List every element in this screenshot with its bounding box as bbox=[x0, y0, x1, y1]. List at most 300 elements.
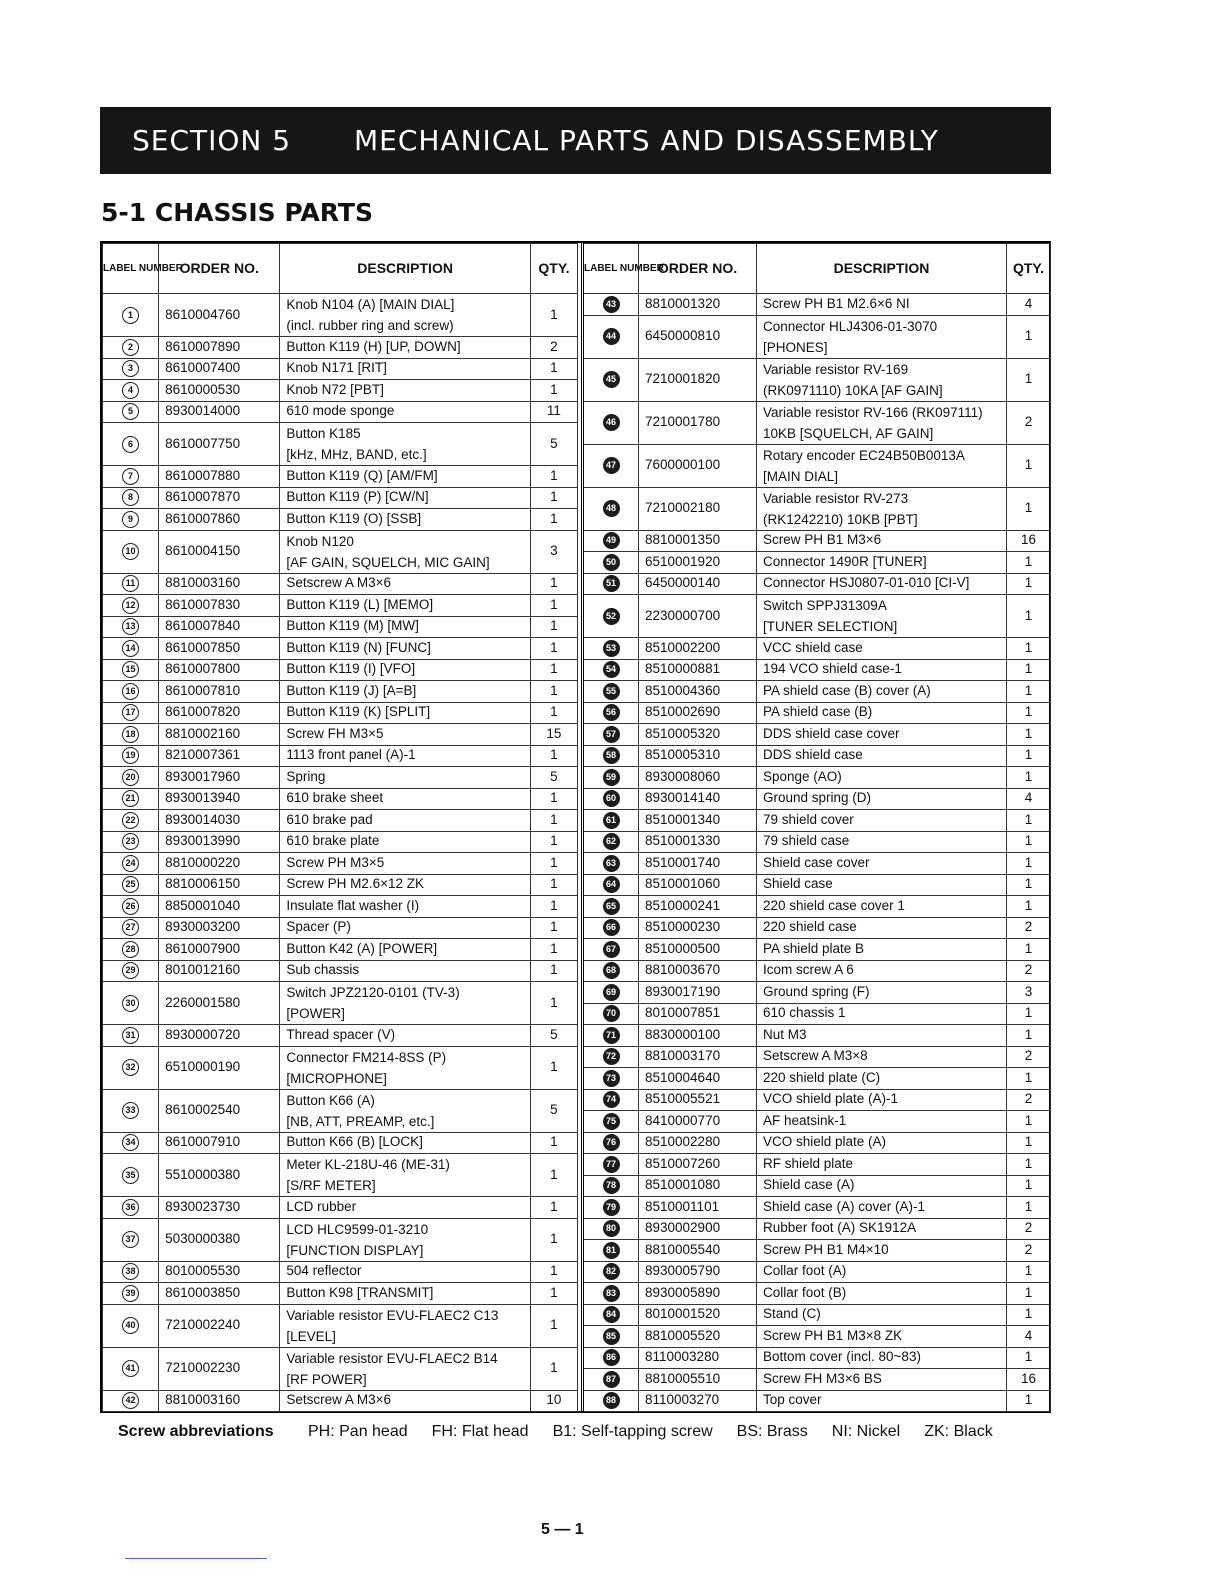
description-cell: Sponge (AO) bbox=[757, 767, 1007, 789]
description-cell: 194 VCO shield case-1 bbox=[757, 659, 1007, 681]
description-cell: Shield case (A) bbox=[757, 1175, 1007, 1197]
order-no-cell: 2260001580 bbox=[159, 982, 280, 1025]
label-number-cell bbox=[103, 1304, 159, 1347]
table-row bbox=[103, 724, 578, 746]
description-line: [NB, ATT, PREAMP, etc.] bbox=[286, 1113, 435, 1129]
table-row bbox=[103, 1261, 578, 1283]
table-row bbox=[103, 1046, 578, 1089]
order-no-cell: 8930023730 bbox=[159, 1197, 280, 1219]
col-description: DESCRIPTION bbox=[280, 244, 531, 294]
description-cell: Screw PH M2.6×12 ZK bbox=[280, 874, 531, 896]
order-no-cell: 8810003160 bbox=[159, 1390, 280, 1412]
label-number-cell bbox=[103, 788, 159, 810]
circled-number: 16 bbox=[122, 683, 139, 700]
description-cell: PA shield plate B bbox=[757, 939, 1007, 961]
order-no-cell: 8510000881 bbox=[639, 659, 757, 681]
qty-cell: 1 bbox=[530, 380, 577, 402]
table-row bbox=[103, 1197, 578, 1219]
circled-number: 45 bbox=[603, 371, 620, 388]
description-cell: DDS shield case bbox=[757, 745, 1007, 767]
table-row bbox=[103, 874, 578, 896]
label-number-cell bbox=[103, 423, 159, 466]
circled-number: 28 bbox=[122, 941, 139, 958]
qty-cell: 4 bbox=[1007, 294, 1051, 316]
description-cell: Screw PH B1 M4×10 bbox=[757, 1240, 1007, 1262]
circled-number: 2 bbox=[122, 339, 139, 356]
label-number-cell bbox=[583, 896, 639, 918]
description-cell: AF heatsink-1 bbox=[757, 1111, 1007, 1133]
qty-cell: 1 bbox=[1007, 1283, 1051, 1305]
qty-cell: 15 bbox=[530, 724, 577, 746]
order-no-cell: 7210002230 bbox=[159, 1347, 280, 1390]
circled-number: 75 bbox=[603, 1113, 620, 1130]
qty-cell: 2 bbox=[530, 337, 577, 359]
qty-cell: 1 bbox=[1007, 1261, 1051, 1283]
description-cell: 504 reflector bbox=[280, 1261, 531, 1283]
qty-cell: 16 bbox=[1007, 530, 1051, 552]
circled-number: 53 bbox=[603, 640, 620, 657]
description-line: Switch JPZ2120-0101 (TV-3) bbox=[286, 985, 460, 1000]
table-row bbox=[583, 487, 1051, 530]
circled-number: 32 bbox=[122, 1059, 139, 1076]
description-cell bbox=[757, 358, 1007, 401]
qty-cell: 1 bbox=[1007, 767, 1051, 789]
table-row bbox=[583, 1326, 1051, 1348]
circled-number: 10 bbox=[122, 543, 139, 560]
description-cell: Setscrew A M3×6 bbox=[280, 1390, 531, 1412]
circled-number: 9 bbox=[122, 511, 139, 528]
table-row bbox=[583, 530, 1051, 552]
order-no-cell: 8810000220 bbox=[159, 853, 280, 875]
circled-number: 31 bbox=[122, 1027, 139, 1044]
circled-number: 74 bbox=[603, 1091, 620, 1108]
abbreviation-item: ZK: Black bbox=[924, 1423, 993, 1440]
description-line: Button K185 bbox=[286, 426, 361, 441]
col-label-number: LABEL NUMBER bbox=[103, 244, 159, 294]
table-row bbox=[103, 745, 578, 767]
label-number-cell bbox=[103, 745, 159, 767]
circled-number: 6 bbox=[122, 436, 139, 453]
order-no-cell: 6450000140 bbox=[639, 573, 757, 595]
circled-number: 55 bbox=[603, 683, 620, 700]
circled-number: 34 bbox=[122, 1134, 139, 1151]
circled-number: 27 bbox=[122, 919, 139, 936]
description-cell: Knob N171 [RIT] bbox=[280, 358, 531, 380]
table-row bbox=[583, 1025, 1051, 1047]
label-number-cell bbox=[583, 1218, 639, 1240]
circled-number: 80 bbox=[603, 1220, 620, 1237]
circled-number: 33 bbox=[122, 1102, 139, 1119]
order-no-cell: 7210002180 bbox=[639, 487, 757, 530]
description-cell: Button K98 [TRANSMIT] bbox=[280, 1283, 531, 1305]
table-row bbox=[103, 423, 578, 466]
order-no-cell: 8510001080 bbox=[639, 1175, 757, 1197]
circled-number: 21 bbox=[122, 790, 139, 807]
order-no-cell: 8930002900 bbox=[639, 1218, 757, 1240]
qty-cell: 1 bbox=[530, 745, 577, 767]
label-number-cell bbox=[583, 702, 639, 724]
label-number-cell bbox=[103, 1089, 159, 1132]
description-line: [POWER] bbox=[286, 1006, 345, 1021]
qty-cell: 1 bbox=[1007, 595, 1051, 638]
description-cell: Collar foot (A) bbox=[757, 1261, 1007, 1283]
label-number-cell bbox=[583, 315, 639, 358]
label-number-cell bbox=[103, 337, 159, 359]
label-number-cell bbox=[103, 1218, 159, 1261]
qty-cell: 1 bbox=[530, 1218, 577, 1261]
description-line: [FUNCTION DISPLAY] bbox=[286, 1242, 424, 1258]
table-row bbox=[583, 401, 1051, 444]
order-no-cell: 8110003280 bbox=[639, 1347, 757, 1369]
table-row bbox=[583, 1175, 1051, 1197]
circled-number: 57 bbox=[603, 726, 620, 743]
circled-number: 7 bbox=[122, 468, 139, 485]
description-cell bbox=[757, 595, 1007, 638]
circled-number: 25 bbox=[122, 876, 139, 893]
circled-number: 59 bbox=[603, 769, 620, 786]
description-cell: Rubber foot (A) SK1912A bbox=[757, 1218, 1007, 1240]
table-row bbox=[103, 1132, 578, 1154]
label-number-cell bbox=[103, 1046, 159, 1089]
qty-cell: 1 bbox=[530, 982, 577, 1025]
circled-number: 52 bbox=[603, 608, 620, 625]
label-number-cell bbox=[103, 831, 159, 853]
order-no-cell: 8930014000 bbox=[159, 401, 280, 423]
order-no-cell: 8610007400 bbox=[159, 358, 280, 380]
order-no-cell: 8510000241 bbox=[639, 896, 757, 918]
table-row bbox=[103, 1218, 578, 1261]
description-cell bbox=[280, 1046, 531, 1089]
description-line: (incl. rubber ring and screw) bbox=[286, 318, 454, 333]
circled-number: 49 bbox=[603, 532, 620, 549]
label-number-cell bbox=[583, 294, 639, 316]
table-row bbox=[103, 1025, 578, 1047]
qty-cell: 1 bbox=[530, 939, 577, 961]
label-number-cell bbox=[583, 1175, 639, 1197]
circled-number: 64 bbox=[603, 876, 620, 893]
circled-number: 70 bbox=[603, 1005, 620, 1022]
table-row bbox=[583, 745, 1051, 767]
table-row bbox=[583, 444, 1051, 487]
order-no-cell: 8610002540 bbox=[159, 1089, 280, 1132]
description-cell: Top cover bbox=[757, 1390, 1007, 1412]
label-number-cell bbox=[583, 853, 639, 875]
description-cell: Stand (C) bbox=[757, 1304, 1007, 1326]
order-no-cell: 8810005540 bbox=[639, 1240, 757, 1262]
label-number-cell bbox=[103, 509, 159, 531]
table-row bbox=[583, 358, 1051, 401]
label-number-cell bbox=[583, 1261, 639, 1283]
order-no-cell: 8610007850 bbox=[159, 638, 280, 660]
label-number-cell bbox=[103, 853, 159, 875]
order-no-cell: 8510004640 bbox=[639, 1068, 757, 1090]
order-no-cell: 8930013940 bbox=[159, 788, 280, 810]
table-row bbox=[103, 530, 578, 573]
label-number-cell bbox=[583, 745, 639, 767]
description-cell: Shield case bbox=[757, 874, 1007, 896]
table-row bbox=[103, 337, 578, 359]
order-no-cell: 8510002200 bbox=[639, 638, 757, 660]
table-row bbox=[583, 1304, 1051, 1326]
description-cell: 220 shield case cover 1 bbox=[757, 896, 1007, 918]
order-no-cell: 5030000380 bbox=[159, 1218, 280, 1261]
qty-cell: 1 bbox=[1007, 1175, 1051, 1197]
qty-cell: 2 bbox=[1007, 1046, 1051, 1068]
qty-cell: 1 bbox=[530, 1132, 577, 1154]
label-number-cell bbox=[583, 1046, 639, 1068]
label-number-cell bbox=[103, 982, 159, 1025]
circled-number: 8 bbox=[122, 489, 139, 506]
circled-number: 38 bbox=[122, 1263, 139, 1280]
description-cell bbox=[757, 401, 1007, 444]
circled-number: 83 bbox=[603, 1285, 620, 1302]
section-title: MECHANICAL PARTS AND DISASSEMBLY bbox=[354, 124, 939, 157]
description-cell: Spring bbox=[280, 767, 531, 789]
label-number-cell bbox=[583, 530, 639, 552]
label-number-cell bbox=[103, 1025, 159, 1047]
table-row bbox=[583, 896, 1051, 918]
order-no-cell: 8930000720 bbox=[159, 1025, 280, 1047]
qty-cell: 1 bbox=[1007, 896, 1051, 918]
circled-number: 87 bbox=[603, 1371, 620, 1388]
label-number-cell bbox=[583, 659, 639, 681]
description-cell: Ground spring (F) bbox=[757, 982, 1007, 1004]
circled-number: 65 bbox=[603, 898, 620, 915]
circled-number: 82 bbox=[603, 1263, 620, 1280]
qty-cell: 5 bbox=[530, 767, 577, 789]
order-no-cell: 8810003170 bbox=[639, 1046, 757, 1068]
order-no-cell: 8610007840 bbox=[159, 616, 280, 638]
col-order-no: ORDER NO. bbox=[639, 244, 757, 294]
description-cell bbox=[280, 1089, 531, 1132]
col-description: DESCRIPTION bbox=[757, 244, 1007, 294]
circled-number: 79 bbox=[603, 1199, 620, 1216]
order-no-cell: 8830000100 bbox=[639, 1025, 757, 1047]
description-cell: Nut M3 bbox=[757, 1025, 1007, 1047]
label-number-cell bbox=[103, 659, 159, 681]
circled-number: 54 bbox=[603, 661, 620, 678]
circled-number: 66 bbox=[603, 919, 620, 936]
description-line: [LEVEL] bbox=[286, 1328, 336, 1344]
table-row bbox=[103, 638, 578, 660]
label-number-cell bbox=[583, 401, 639, 444]
circled-number: 51 bbox=[603, 575, 620, 592]
qty-cell: 1 bbox=[530, 638, 577, 660]
description-cell: Collar foot (B) bbox=[757, 1283, 1007, 1305]
table-row bbox=[583, 1240, 1051, 1262]
circled-number: 29 bbox=[122, 962, 139, 979]
description-cell: Button K119 (N) [FUNC] bbox=[280, 638, 531, 660]
order-no-cell: 8810001320 bbox=[639, 294, 757, 316]
label-number-cell bbox=[583, 788, 639, 810]
description-cell: Button K42 (A) [POWER] bbox=[280, 939, 531, 961]
circled-number: 4 bbox=[122, 382, 139, 399]
circled-number: 24 bbox=[122, 855, 139, 872]
description-cell: 79 shield case bbox=[757, 831, 1007, 853]
description-line: 10KB [SQUELCH, AF GAIN] bbox=[763, 425, 934, 441]
description-cell: Thread spacer (V) bbox=[280, 1025, 531, 1047]
circled-number: 12 bbox=[122, 597, 139, 614]
table-row bbox=[103, 466, 578, 488]
qty-cell: 1 bbox=[1007, 659, 1051, 681]
order-no-cell: 8510000230 bbox=[639, 917, 757, 939]
qty-cell: 1 bbox=[530, 595, 577, 617]
label-number-cell bbox=[103, 1390, 159, 1412]
description-cell: LCD rubber bbox=[280, 1197, 531, 1219]
table-row bbox=[103, 616, 578, 638]
order-no-cell: 8610003850 bbox=[159, 1283, 280, 1305]
label-number-cell bbox=[103, 681, 159, 703]
order-no-cell: 8510002280 bbox=[639, 1132, 757, 1154]
qty-cell: 1 bbox=[530, 616, 577, 638]
table-row bbox=[103, 853, 578, 875]
circled-number: 47 bbox=[603, 457, 620, 474]
description-cell: VCC shield case bbox=[757, 638, 1007, 660]
circled-number: 13 bbox=[122, 618, 139, 635]
description-cell bbox=[280, 530, 531, 573]
label-number-cell bbox=[103, 1261, 159, 1283]
qty-cell: 1 bbox=[530, 1261, 577, 1283]
label-number-cell bbox=[583, 1003, 639, 1025]
qty-cell: 1 bbox=[1007, 1347, 1051, 1369]
circled-number: 42 bbox=[122, 1392, 139, 1409]
label-number-cell bbox=[103, 487, 159, 509]
label-number-cell bbox=[103, 1154, 159, 1197]
description-line: [S/RF METER] bbox=[286, 1178, 376, 1193]
label-number-cell bbox=[583, 1304, 639, 1326]
label-number-cell bbox=[583, 487, 639, 530]
qty-cell: 10 bbox=[530, 1390, 577, 1412]
label-number-cell bbox=[583, 573, 639, 595]
table-row bbox=[583, 595, 1051, 638]
label-number-cell bbox=[583, 1068, 639, 1090]
circled-number: 43 bbox=[603, 296, 620, 313]
description-cell bbox=[280, 1154, 531, 1197]
table-row bbox=[583, 1197, 1051, 1219]
order-no-cell: 8930013990 bbox=[159, 831, 280, 853]
order-no-cell: 8210007361 bbox=[159, 745, 280, 767]
parts-table-left bbox=[102, 243, 578, 1412]
circled-number: 81 bbox=[603, 1242, 620, 1259]
description-line: Switch SPPJ31309A bbox=[763, 598, 887, 613]
label-number-cell bbox=[583, 917, 639, 939]
abbreviations-title: Screw abbreviations bbox=[118, 1423, 274, 1440]
circled-number: 60 bbox=[603, 790, 620, 807]
description-cell bbox=[280, 982, 531, 1025]
qty-cell: 5 bbox=[530, 1089, 577, 1132]
qty-cell: 1 bbox=[1007, 1003, 1051, 1025]
description-cell: 220 shield plate (C) bbox=[757, 1068, 1007, 1090]
qty-cell: 1 bbox=[530, 294, 577, 337]
circled-number: 36 bbox=[122, 1199, 139, 1216]
order-no-cell: 8510001740 bbox=[639, 853, 757, 875]
label-number-cell bbox=[583, 1283, 639, 1305]
table-row bbox=[103, 1283, 578, 1305]
order-no-cell: 5510000380 bbox=[159, 1154, 280, 1197]
table-row bbox=[583, 874, 1051, 896]
description-cell: Screw FH M3×6 BS bbox=[757, 1369, 1007, 1391]
description-cell bbox=[280, 1218, 531, 1261]
description-line: Variable resistor RV-273 bbox=[763, 490, 909, 506]
label-number-cell bbox=[103, 767, 159, 789]
description-cell bbox=[280, 294, 531, 337]
order-no-cell: 8610007870 bbox=[159, 487, 280, 509]
qty-cell: 2 bbox=[1007, 917, 1051, 939]
description-cell: Icom screw A 6 bbox=[757, 960, 1007, 982]
circled-number: 50 bbox=[603, 554, 620, 571]
qty-cell: 1 bbox=[1007, 552, 1051, 574]
description-line: Knob N104 (A) [MAIN DIAL] bbox=[286, 297, 455, 312]
abbreviation-item: PH: Pan head bbox=[308, 1423, 408, 1440]
label-number-cell bbox=[103, 874, 159, 896]
qty-cell: 1 bbox=[530, 917, 577, 939]
label-number-cell bbox=[103, 1347, 159, 1390]
order-no-cell: 8810001350 bbox=[639, 530, 757, 552]
description-line: Knob N120 bbox=[286, 533, 354, 549]
table-row bbox=[103, 939, 578, 961]
description-cell bbox=[280, 423, 531, 466]
order-no-cell: 8810003160 bbox=[159, 573, 280, 595]
label-number-cell bbox=[103, 466, 159, 488]
order-no-cell: 7600000100 bbox=[639, 444, 757, 487]
qty-cell: 3 bbox=[530, 530, 577, 573]
description-cell: Button K119 (I) [VFO] bbox=[280, 659, 531, 681]
order-no-cell: 8610007800 bbox=[159, 659, 280, 681]
label-number-cell bbox=[103, 724, 159, 746]
table-row bbox=[583, 1218, 1051, 1240]
table-row bbox=[103, 1347, 578, 1390]
order-no-cell: 8610007910 bbox=[159, 1132, 280, 1154]
label-number-cell bbox=[103, 294, 159, 337]
abbreviation-item: B1: Self-tapping screw bbox=[552, 1423, 713, 1440]
order-no-cell: 8610007890 bbox=[159, 337, 280, 359]
circled-number: 62 bbox=[603, 833, 620, 850]
description-cell: 1113 front panel (A)-1 bbox=[280, 745, 531, 767]
label-number-cell bbox=[103, 573, 159, 595]
table-row bbox=[583, 1132, 1051, 1154]
qty-cell: 1 bbox=[530, 788, 577, 810]
description-line: Variable resistor EVU-FLAEC2 C13 bbox=[286, 1307, 499, 1323]
description-cell: Button K119 (P) [CW/N] bbox=[280, 487, 531, 509]
qty-cell: 1 bbox=[530, 702, 577, 724]
order-no-cell: 8810005510 bbox=[639, 1369, 757, 1391]
abbreviation-item: FH: Flat head bbox=[431, 1423, 529, 1440]
qty-cell: 1 bbox=[530, 831, 577, 853]
qty-cell: 1 bbox=[530, 1283, 577, 1305]
order-no-cell: 8610007750 bbox=[159, 423, 280, 466]
qty-cell: 1 bbox=[1007, 831, 1051, 853]
description-cell: Setscrew A M3×8 bbox=[757, 1046, 1007, 1068]
description-line: Variable resistor RV-169 bbox=[763, 361, 909, 377]
description-cell: RF shield plate bbox=[757, 1154, 1007, 1176]
qty-cell: 1 bbox=[530, 810, 577, 832]
circled-number: 73 bbox=[603, 1070, 620, 1087]
qty-cell: 1 bbox=[530, 853, 577, 875]
description-line: [kHz, MHz, BAND, etc.] bbox=[286, 447, 427, 462]
circled-number: 19 bbox=[122, 747, 139, 764]
circled-number: 58 bbox=[603, 747, 620, 764]
circled-number: 61 bbox=[603, 812, 620, 829]
label-number-cell bbox=[583, 1347, 639, 1369]
description-line: Variable resistor RV-166 (RK097111) bbox=[763, 404, 983, 420]
order-no-cell: 8930014030 bbox=[159, 810, 280, 832]
description-line: [PHONES] bbox=[763, 339, 828, 355]
order-no-cell: 8810006150 bbox=[159, 874, 280, 896]
description-cell: Button K119 (O) [SSB] bbox=[280, 509, 531, 531]
order-no-cell: 8010001520 bbox=[639, 1304, 757, 1326]
label-number-cell bbox=[103, 358, 159, 380]
circled-number: 26 bbox=[122, 898, 139, 915]
